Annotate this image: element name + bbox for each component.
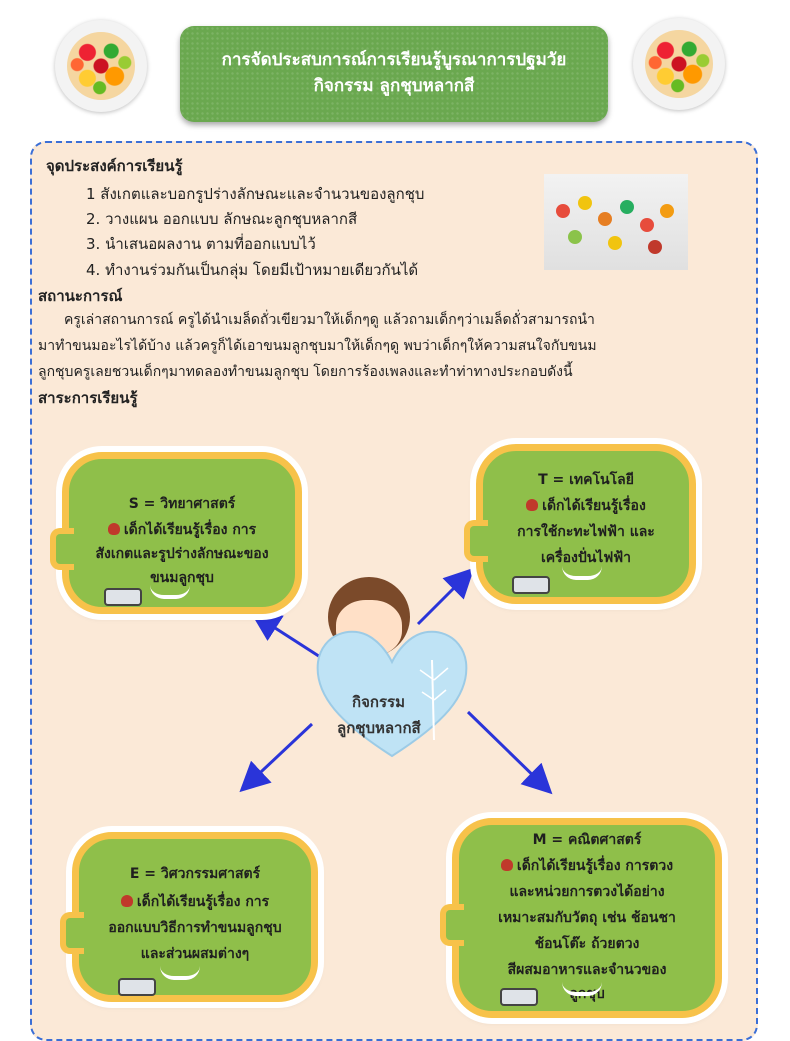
math-line: และหน่วยการตวงได้อย่าง xyxy=(509,884,665,900)
technology-line: เด็กได้เรียนรู้เรื่อง xyxy=(483,495,689,517)
title-line-1: การจัดประสบการณ์การเรียนรู้บูรณาการปฐมวัย xyxy=(221,50,567,70)
engineering-line: เด็กได้เรียนรู้เรื่อง การ xyxy=(79,891,311,913)
objective-item: 2. วางแผน ออกแบบ ลักษณะลูกชุบหลากสี xyxy=(86,210,358,228)
math-line: เหมาะสมกับวัตถุ เช่น ช้อนชา xyxy=(498,910,676,926)
arrow-to-technology xyxy=(418,574,468,624)
center-title-line-2: ลูกชุบหลากสี xyxy=(337,719,421,737)
science-line: สังเกตและรูปร่างลักษณะของ xyxy=(95,546,269,562)
situation-heading: สถานะการณ์ xyxy=(38,287,123,305)
rose-icon xyxy=(526,499,538,511)
technology-line: เครื่องปั่นไฟฟ้า xyxy=(540,550,632,566)
technology-bubble xyxy=(476,444,696,604)
math-line: ช้อนโต๊ะ ถ้วยตวง xyxy=(534,936,640,952)
objective-item: 4. ทำงานร่วมกันเป็นกลุ่ม โดยมีเป้าหมายเดียวกันได้ xyxy=(86,261,419,279)
math-line: เด็กได้เรียนรู้เรื่อง การตวง xyxy=(459,855,715,877)
science-line: ขนมลูกชุบ xyxy=(150,570,214,586)
rose-icon xyxy=(501,859,513,871)
situation-line: ครูเล่าสถานการณ์ ครูได้นำเมล็ดถั่วเขียวมาให้เด็กๆดู แล้วถามเด็กๆว่าเมล็ดถั่วสามารถนำ xyxy=(64,312,595,328)
engineering-line: และส่วนผสมต่างๆ xyxy=(140,946,250,962)
chalk-eraser-icon xyxy=(512,576,550,594)
center-title-line-1: กิจกรรม xyxy=(352,693,405,711)
objective-item: 1 สังเกตและบอกรูปร่างลักษณะและจำนวนของลูกชุบ xyxy=(86,185,425,203)
situation-line: มาทำขนมอะไรได้บ้าง แล้วครูก็ได้เอาขนมลูกชุบมาให้เด็กๆดู พบว่าเด็กๆให้ความสนใจกับขนม xyxy=(38,338,597,354)
math-line: สีผสมอาหารและจำนวของ xyxy=(507,962,667,978)
chalk-eraser-icon xyxy=(104,588,142,606)
content-heading: สาระการเรียนรู้ xyxy=(38,389,138,407)
situation-line: ลูกชุบครูเลยชวนเด็กๆมาทดลองทำขนมลูกชุบ โดยการร้องเพลงและทำท่าทางประกอบดังนี้ xyxy=(38,364,573,380)
objective-item: 3. นำเสนอผลงาน ตามที่ออกแบบไว้ xyxy=(86,235,316,253)
science-title: S = วิทยาศาสตร์ xyxy=(128,496,236,512)
technology-title: T = เทคโนโลยี xyxy=(538,472,634,488)
science-bubble-tail xyxy=(50,528,74,570)
chalk-eraser-icon xyxy=(118,978,156,996)
technology-bubble-tail xyxy=(464,520,488,562)
math-title: M = คณิตศาสตร์ xyxy=(532,832,642,848)
math-line: ลูกชุบ xyxy=(569,986,605,1002)
science-line: เด็กได้เรียนรู้เรื่อง การ xyxy=(69,519,295,541)
arrow-to-engineering xyxy=(246,724,312,786)
arrow-to-math xyxy=(468,712,546,788)
chalk-eraser-icon xyxy=(500,988,538,1006)
engineering-line: ออกแบบวิธีการทำขนมลูกชุบ xyxy=(108,920,282,936)
rose-icon xyxy=(121,895,133,907)
engineering-bubble-tail xyxy=(60,912,84,954)
title-line-2: กิจกรรม ลูกชุบหลากสี xyxy=(313,76,475,96)
objectives-heading: จุดประสงค์การเรียนรู้ xyxy=(46,157,183,175)
technology-line: การใช้กะทะไฟฟ้า และ xyxy=(517,524,655,540)
math-bubble-tail xyxy=(440,904,464,946)
rose-icon xyxy=(108,523,120,535)
engineering-title: E = วิศวกรรมศาสตร์ xyxy=(129,866,261,882)
